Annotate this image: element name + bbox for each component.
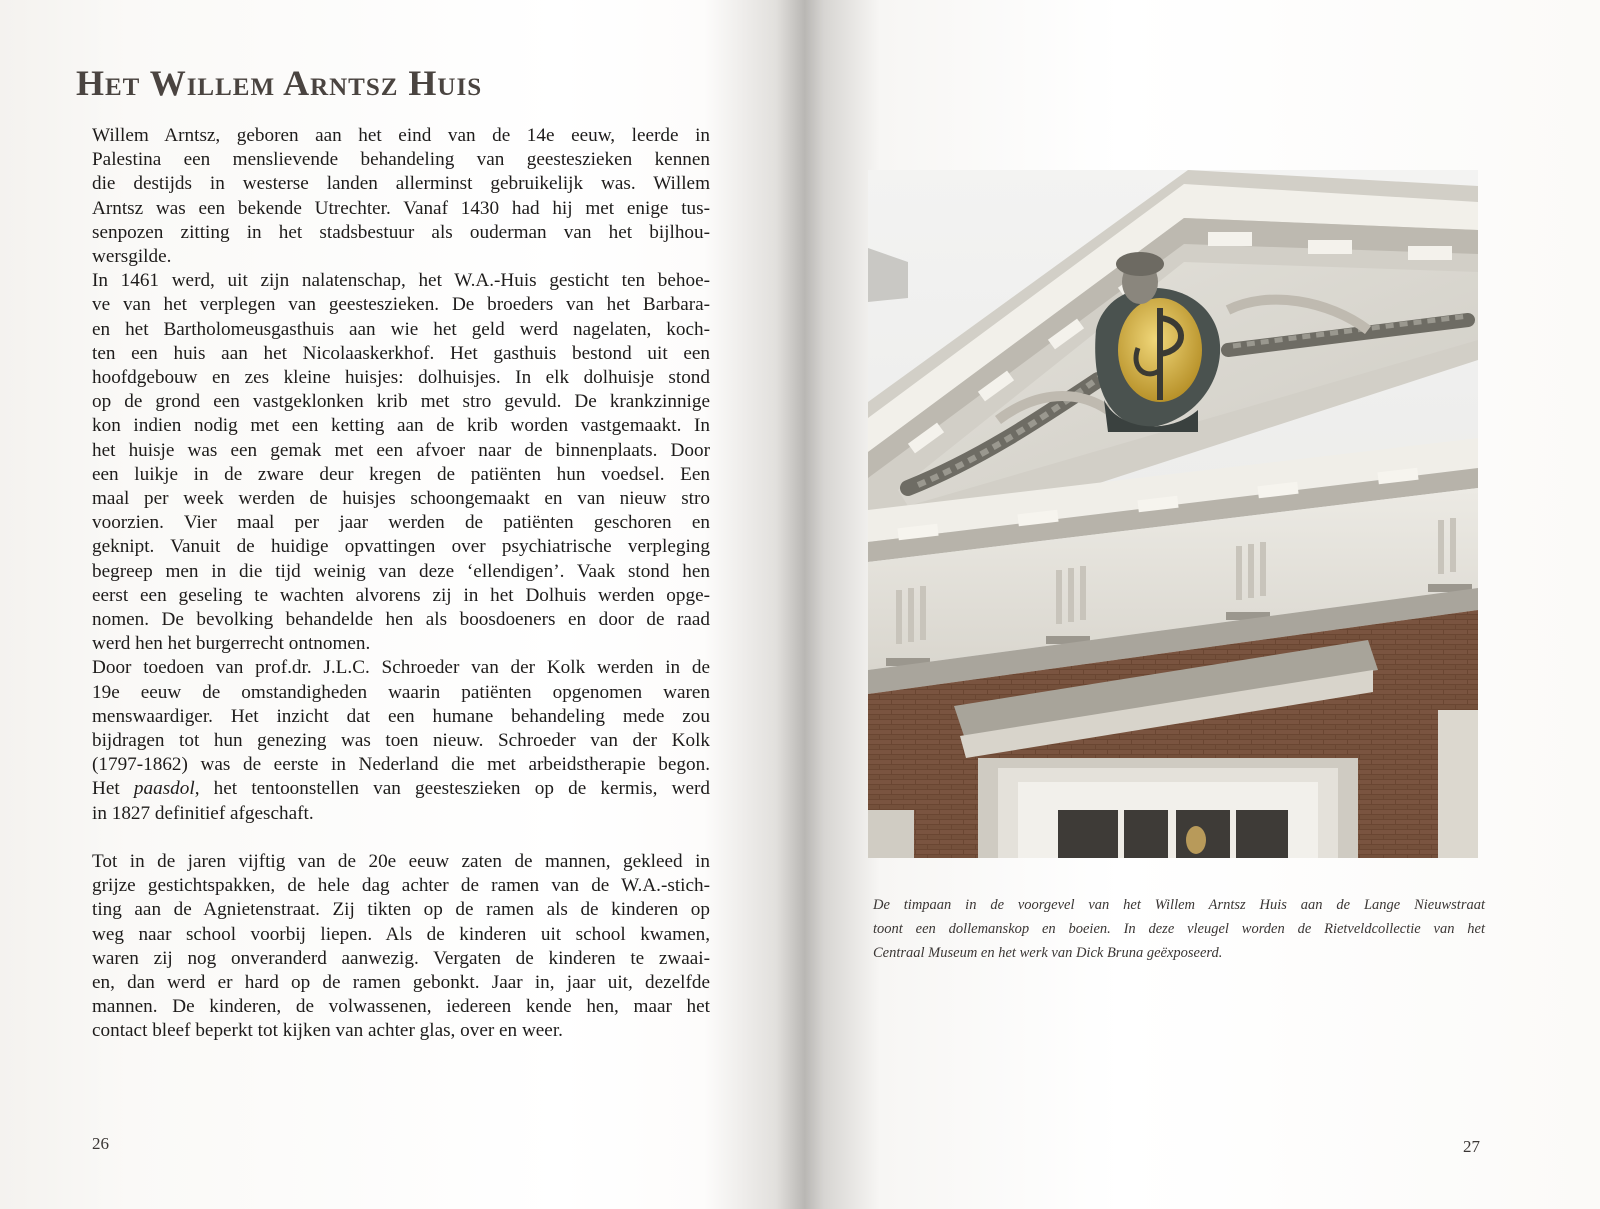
page-number-left: 26: [92, 1134, 109, 1153]
pediment-facade-photo: [868, 170, 1478, 858]
text-line: In 1461 werd, uit zijn nalatenschap, het W.A.-Huis gesticht ten behoe-: [92, 270, 710, 292]
text-line-with-italic: [92, 777, 710, 801]
paragraph-3: [92, 656, 710, 825]
chapter-title: Het Willem Arntsz Huis: [76, 63, 483, 103]
text-line: geknipt. Vanuit de huidige opvattingen over psychiatrische verpleging: [92, 536, 710, 558]
caption-line: toont een dollemanskop en boeien. In deze vleugel worden de Rietveldcollectie van het: [873, 921, 1485, 937]
text-line: Palestina een menslievende behandeling van geesteszieken kennen: [92, 149, 710, 171]
text-line: 19e eeuw de omstandigheden waarin patiënten opgenomen waren: [92, 681, 710, 703]
text-line: grijze gestichtspakken, de hele dag achter de ramen van de W.A.-stich-: [92, 875, 710, 897]
text-line: werd hen het burgerrecht ontnomen.: [92, 633, 371, 655]
text-line: die destijds in westerse landen allerminst gebruikelijk was. Willem: [92, 173, 710, 195]
photo-caption: [873, 893, 1485, 965]
caption-line: De timpaan in de voorgevel van het Willem Arntsz Huis aan de Lange Nieuwstraat: [873, 897, 1485, 913]
text-line: ting aan de Agnietenstraat. Zij tikten op de ramen als de kinderen op: [92, 899, 710, 921]
text-line: hoofdgebouw en zes kleine huisjes: dolhuisjes. In elk dolhuisje stond: [92, 367, 710, 389]
text-line: weg naar school voorbij liepen. Als de kinderen uit school kwamen,: [92, 923, 710, 945]
caption-line: Centraal Museum en het werk van Dick Bruna geëxposeerd.: [873, 945, 1223, 961]
text-line: nomen. De bevolking behandelde hen als boosdoeners en door de raad: [92, 609, 710, 631]
text-line: en het Bartholomeusgasthuis aan wie het geld werd nagelaten, koch-: [92, 318, 710, 340]
paragraph-2: [92, 269, 710, 656]
paragraph-1: [92, 124, 710, 269]
text-line: Door toedoen van prof.dr. J.L.C. Schroeder van der Kolk werden in de: [92, 657, 710, 679]
italic-term: paasdol: [133, 778, 195, 800]
text-line: kon indien nodig met een ketting aan de krib worden vastgemaakt. In: [92, 415, 710, 437]
text-line: Willem Arntsz, geboren aan het eind van de 14e eeuw, leerde in: [92, 125, 710, 146]
text-line: en, dan werd er hard op de ramen gebonkt. Jaar in, jaar uit, dezelfde: [92, 971, 710, 993]
text-run: Het: [92, 778, 134, 800]
text-line: Tot in de jaren vijftig van de 20e eeuw zaten de mannen, gekleed in: [92, 850, 710, 872]
text-run: , het tentoonstellen van geesteszieken op de kermis, werd: [194, 778, 710, 800]
text-line: in 1827 definitief afgeschaft.: [92, 802, 314, 824]
text-line: Arntsz was een bekende Utrechter. Vanaf 1430 had hij met enige tus-: [92, 197, 710, 219]
page-number-right: 27: [1463, 1137, 1480, 1156]
text-line: mannen. De kinderen, de volwassenen, iedereen kende hen, maar het: [92, 996, 710, 1018]
text-line: het huisje was een gemak met een afvoer naar de binnenplaats. Door: [92, 439, 710, 461]
text-line: senpozen zitting in het stadsbestuur als ouderman van het bijlhou-: [92, 221, 710, 243]
text-line: op de grond een vastgeklonken krib met stro gevuld. De krankzinnige: [92, 391, 710, 413]
text-line: (1797-1862) was de eerste in Nederland die met arbeidstherapie begon.: [92, 754, 710, 776]
text-line: eerst een geseling te wachten alvorens zij in het Dolhuis werden opge-: [92, 584, 710, 606]
text-line: begreep men in die tijd weinig van deze ‘ellendigen’. Vaak stond hen: [92, 560, 710, 582]
paragraph-4: [92, 850, 710, 1044]
text-line: wersgilde.: [92, 246, 172, 268]
text-line: maal per week werden de huisjes schoongemaakt en van nieuw stro: [92, 488, 710, 510]
text-line: voorzien. Vier maal per jaar werden de patiënten geschoren en: [92, 512, 710, 534]
paragraph-gap: [92, 826, 710, 850]
text-line: contact bleef beperkt tot kijken van achter glas, over en weer.: [92, 1020, 563, 1042]
text-line: bijdragen tot hun genezing was toen nieuw. Schroeder van der Kolk: [92, 730, 710, 752]
text-line: een luikje in de zware deur kregen de patiënten hun voedsel. Een: [92, 463, 710, 485]
text-line: ten een huis aan het Nicolaaskerkhof. Het gasthuis bestond uit een: [92, 342, 710, 364]
body-text: [92, 124, 710, 1044]
text-line: waren zij nog onveranderd aanwezig. Vergaten de kinderen te zwaai-: [92, 947, 710, 969]
text-line: ve van het verplegen van geesteszieken. De broeders van het Barbara-: [92, 294, 710, 316]
text-line: menswaardiger. Het inzicht dat een humane behandeling mede zou: [92, 705, 710, 727]
right-page: [800, 0, 1600, 1209]
